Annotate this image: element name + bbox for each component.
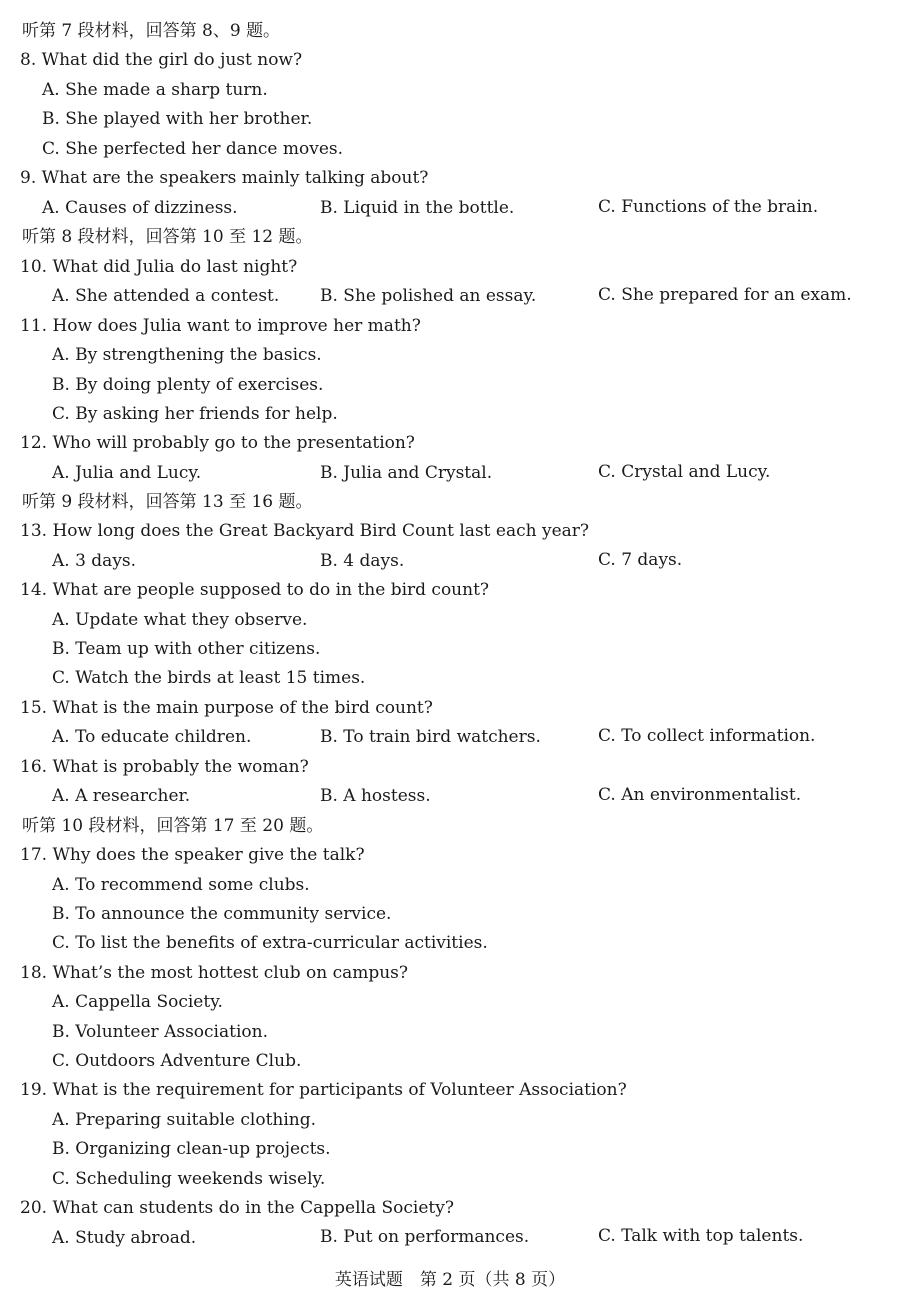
option-14b: B. Team up with other citizens.: [52, 639, 321, 659]
option-8a: A. She made a sharp turn.: [42, 80, 268, 100]
option-13c: C. 7 days.: [598, 550, 683, 570]
option-20c: C. Talk with top talents.: [598, 1226, 804, 1246]
question-9: 9. What are the speakers mainly talking about?: [20, 168, 429, 188]
question-19: 19. What is the requirement for participants of Volunteer Association?: [20, 1080, 627, 1100]
option-12a: A. Julia and Lucy.: [52, 463, 202, 483]
option-9a: A. Causes of dizziness.: [42, 198, 238, 218]
option-9b: B. Liquid in the bottle.: [320, 198, 515, 218]
section-heading-7: 听第 7 段材料，回答第 8、9 题。: [22, 21, 281, 41]
option-12b: B. Julia and Crystal.: [320, 463, 493, 483]
option-15c: C. To collect information.: [598, 726, 816, 746]
option-20a: A. Study abroad.: [52, 1228, 197, 1248]
question-18: 18. What’s the most hottest club on campus?: [20, 963, 409, 983]
option-11a: A. By strengthening the basics.: [52, 345, 322, 365]
option-10c: C. She prepared for an exam.: [598, 285, 852, 305]
page-footer: 英语试题 第 2 页（共 8 页）: [334, 1270, 566, 1290]
option-20b: B. Put on performances.: [320, 1227, 530, 1247]
option-10a: A. She attended a contest.: [52, 286, 280, 306]
option-17b: B. To announce the community service.: [52, 904, 392, 924]
option-18c: C. Outdoors Adventure Club.: [52, 1051, 302, 1071]
option-9c: C. Functions of the brain.: [598, 197, 819, 217]
option-17a: A. To recommend some clubs.: [52, 875, 310, 895]
option-15b: B. To train bird watchers.: [320, 727, 541, 747]
option-8b: B. She played with her brother.: [42, 109, 313, 129]
option-12c: C. Crystal and Lucy.: [598, 462, 771, 482]
option-15a: A. To educate children.: [52, 727, 252, 747]
option-18b: B. Volunteer Association.: [52, 1022, 268, 1042]
question-12: 12. Who will probably go to the presentation?: [20, 433, 415, 453]
option-17c: C. To list the benefits of extra-curricular activities.: [52, 933, 488, 953]
option-19a: A. Preparing suitable clothing.: [52, 1110, 317, 1130]
section-heading-9: 听第 9 段材料，回答第 13 至 16 题。: [22, 492, 313, 512]
option-19b: B. Organizing clean-up projects.: [52, 1139, 331, 1159]
question-11: 11. How does Julia want to improve her math?: [20, 316, 421, 336]
question-13: 13. How long does the Great Backyard Bird Count last each year?: [20, 521, 590, 541]
option-13b: B. 4 days.: [320, 551, 405, 571]
option-16c: C. An environmentalist.: [598, 785, 802, 805]
section-heading-10: 听第 10 段材料，回答第 17 至 20 题。: [22, 816, 324, 836]
question-20: 20. What can students do in the Cappella Society?: [20, 1198, 454, 1218]
question-14: 14. What are people supposed to do in the bird count?: [20, 580, 490, 600]
option-11c: C. By asking her friends for help.: [52, 404, 338, 424]
option-10b: B. She polished an essay.: [320, 286, 537, 306]
question-8: 8. What did the girl do just now?: [20, 50, 303, 70]
section-heading-8: 听第 8 段材料，回答第 10 至 12 题。: [22, 227, 313, 247]
option-16b: B. A hostess.: [320, 786, 431, 806]
option-13a: A. 3 days.: [52, 551, 137, 571]
option-11b: B. By doing plenty of exercises.: [52, 375, 324, 395]
option-14c: C. Watch the birds at least 15 times.: [52, 668, 366, 688]
question-15: 15. What is the main purpose of the bird count?: [20, 698, 433, 718]
question-10: 10. What did Julia do last night?: [20, 257, 298, 277]
question-17: 17. Why does the speaker give the talk?: [20, 845, 365, 865]
option-8c: C. She perfected her dance moves.: [42, 139, 344, 159]
option-18a: A. Cappella Society.: [52, 992, 223, 1012]
option-14a: A. Update what they observe.: [52, 610, 308, 630]
option-19c: C. Scheduling weekends wisely.: [52, 1169, 326, 1189]
question-16: 16. What is probably the woman?: [20, 757, 309, 777]
option-16a: A. A researcher.: [52, 786, 191, 806]
